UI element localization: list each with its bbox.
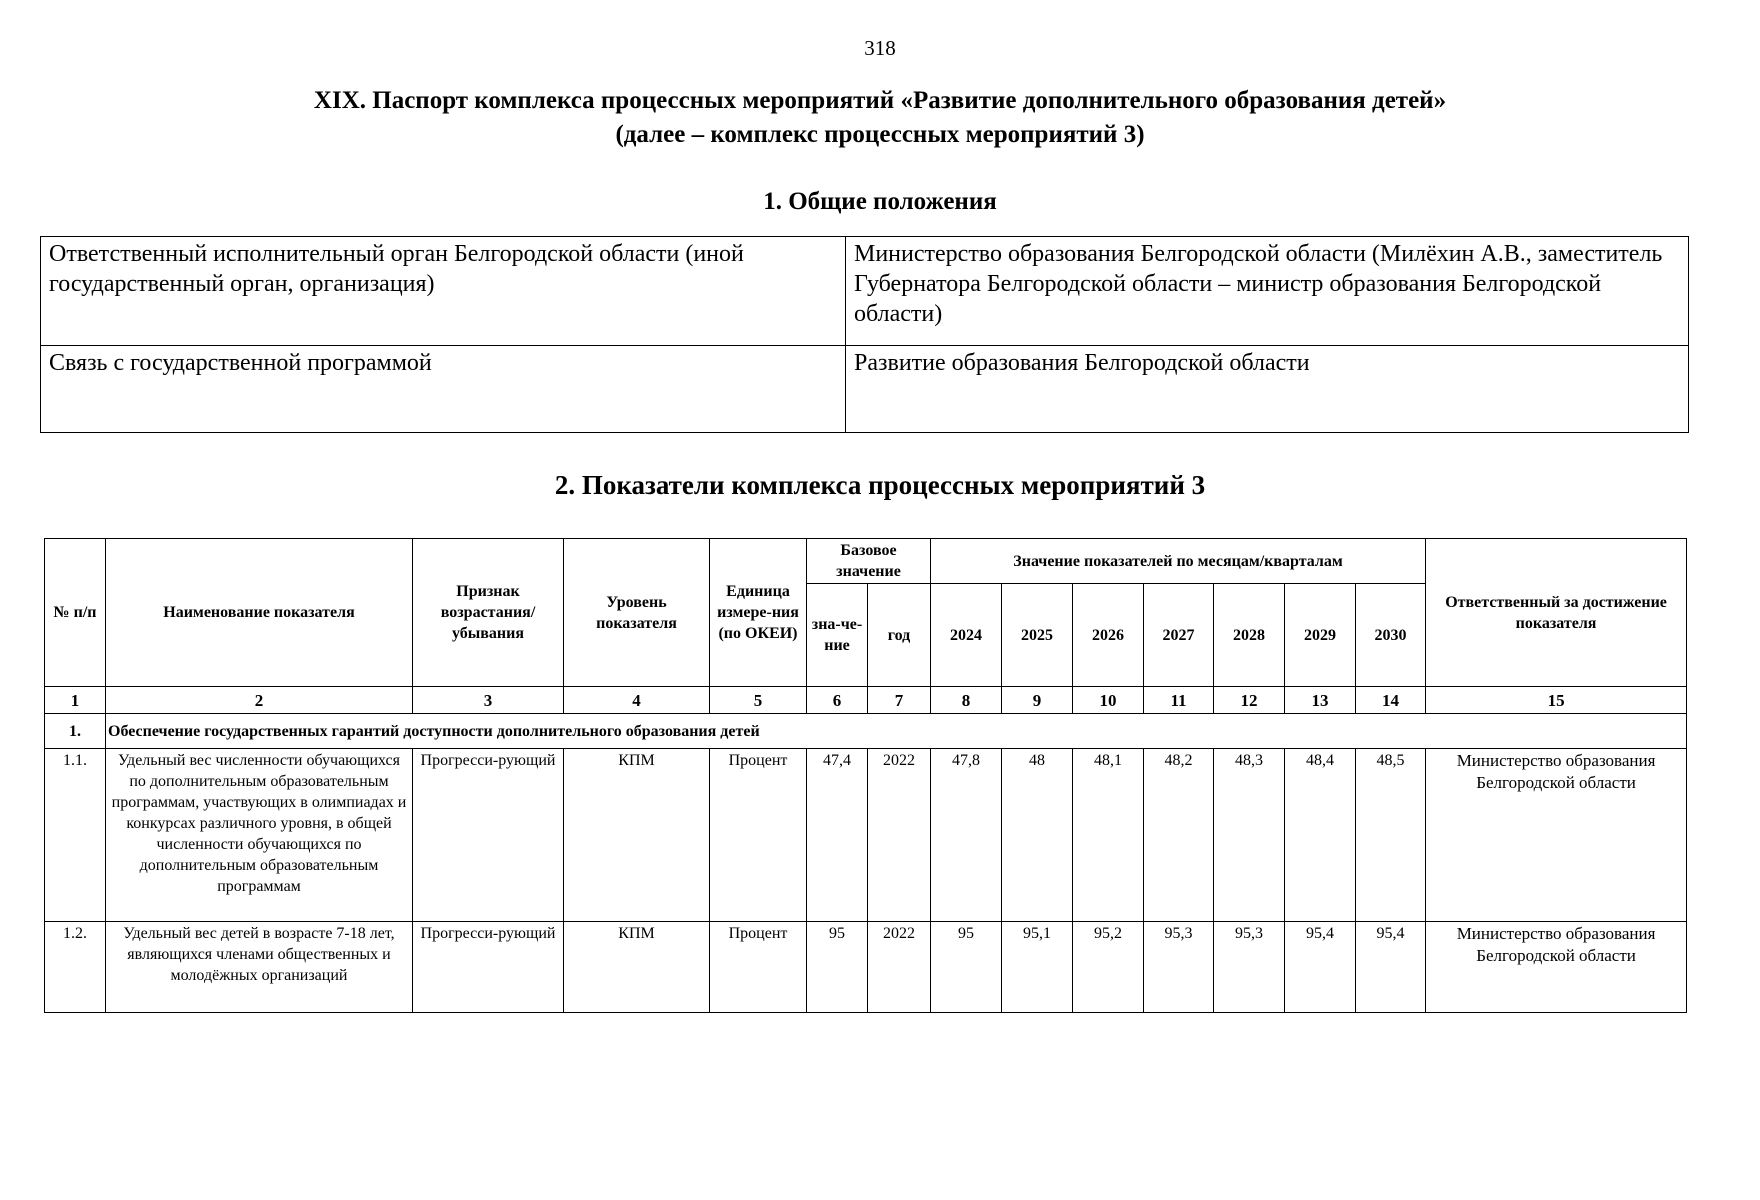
section-name: Обеспечение государственных гарантий доступности дополнительного образования детей xyxy=(106,714,1687,749)
general-label: Ответственный исполнительный орган Белгородской области (иной государственный орган, организация) xyxy=(41,237,846,346)
general-provisions-table xyxy=(40,236,1689,433)
general-row xyxy=(41,346,1689,433)
header-year: 2030 xyxy=(1356,584,1426,687)
table-row xyxy=(45,922,1687,1013)
table-row xyxy=(45,749,1687,922)
header-num: № п/п xyxy=(45,539,106,687)
year-value: 48,2 xyxy=(1144,749,1214,922)
row-num: 1.1. xyxy=(45,749,106,922)
column-number: 4 xyxy=(564,687,710,714)
column-number: 6 xyxy=(807,687,868,714)
general-value: Министерство образования Белгородской области (Милёхин А.В., заместитель Губернатора Белгородской области – министр образования Белгородской области) xyxy=(846,237,1689,346)
general-row xyxy=(41,237,1689,346)
page-number: 318 xyxy=(864,36,896,60)
row-num: 1.2. xyxy=(45,922,106,1013)
base-year: 2022 xyxy=(868,749,931,922)
indicator-unit: Процент xyxy=(710,922,807,1013)
base-value: 95 xyxy=(807,922,868,1013)
header-unit: Единица измере-ния (по ОКЕИ) xyxy=(710,539,807,687)
column-number: 14 xyxy=(1356,687,1426,714)
indicator-unit: Процент xyxy=(710,749,807,922)
header-year: 2026 xyxy=(1073,584,1144,687)
year-value: 95,3 xyxy=(1214,922,1285,1013)
column-number: 11 xyxy=(1144,687,1214,714)
column-number: 12 xyxy=(1214,687,1285,714)
indicator-sign: Прогресси-рующий xyxy=(413,922,564,1013)
indicator-level: КПМ xyxy=(564,749,710,922)
header-row xyxy=(45,539,1687,584)
section2-title: 2. Показатели комплекса процессных мероприятий 3 xyxy=(554,470,1206,500)
column-number: 8 xyxy=(931,687,1002,714)
column-number-row xyxy=(45,687,1687,714)
header-year: 2029 xyxy=(1285,584,1356,687)
responsible: Министерство образования Белгородской области xyxy=(1426,749,1687,922)
column-number: 10 xyxy=(1073,687,1144,714)
indicator-sign: Прогресси-рующий xyxy=(413,749,564,922)
general-label: Связь с государственной программой xyxy=(41,346,846,433)
column-number: 7 xyxy=(868,687,931,714)
header-name: Наименование показателя xyxy=(106,539,413,687)
year-value: 48 xyxy=(1002,749,1073,922)
indicators-table xyxy=(44,538,1687,1013)
header-level: Уровень показателя xyxy=(564,539,710,687)
header-values-group: Значение показателей по месяцам/кварталам xyxy=(931,539,1426,584)
column-number: 2 xyxy=(106,687,413,714)
year-value: 95,4 xyxy=(1285,922,1356,1013)
responsible: Министерство образования Белгородской области xyxy=(1426,922,1687,1013)
base-year: 2022 xyxy=(868,922,931,1013)
column-number: 13 xyxy=(1285,687,1356,714)
year-value: 95,1 xyxy=(1002,922,1073,1013)
header-base-value: зна-че-ние xyxy=(807,584,868,687)
year-value: 48,4 xyxy=(1285,749,1356,922)
header-year: 2027 xyxy=(1144,584,1214,687)
year-value: 95,3 xyxy=(1144,922,1214,1013)
year-value: 95 xyxy=(931,922,1002,1013)
year-value: 95,4 xyxy=(1356,922,1426,1013)
year-value: 48,1 xyxy=(1073,749,1144,922)
year-value: 48,5 xyxy=(1356,749,1426,922)
section1-title: 1. Общие положения xyxy=(763,188,997,215)
title-line-1: XIX. Паспорт комплекса процессных мероприятий «Развитие дополнительного образования детей» xyxy=(313,87,1447,114)
year-value: 47,8 xyxy=(931,749,1002,922)
header-year: 2025 xyxy=(1002,584,1073,687)
header-year: 2024 xyxy=(931,584,1002,687)
column-number: 15 xyxy=(1426,687,1687,714)
indicator-name: Удельный вес детей в возрасте 7-18 лет, являющихся членами общественных и молодёжных организаций xyxy=(106,922,413,1013)
base-value: 47,4 xyxy=(807,749,868,922)
header-responsible: Ответственный за достижение показателя xyxy=(1426,539,1687,687)
section-row xyxy=(45,714,1687,749)
header-base-year: год xyxy=(868,584,931,687)
header-year: 2028 xyxy=(1214,584,1285,687)
title-line-2: (далее – комплекс процессных мероприятий 3) xyxy=(615,121,1145,148)
indicator-name: Удельный вес численности обучающихся по дополнительным образовательным программам, участвующих в олимпиадах и конкурсах различного уровня, в общей численности обучающихся по дополнительным образовательным программам xyxy=(106,749,413,922)
column-number: 5 xyxy=(710,687,807,714)
column-number: 3 xyxy=(413,687,564,714)
general-value: Развитие образования Белгородской области xyxy=(846,346,1689,433)
year-value: 95,2 xyxy=(1073,922,1144,1013)
header-base: Базовое значение xyxy=(807,539,931,584)
column-number: 9 xyxy=(1002,687,1073,714)
year-value: 48,3 xyxy=(1214,749,1285,922)
indicator-level: КПМ xyxy=(564,922,710,1013)
header-sign: Признак возрастания/ убывания xyxy=(413,539,564,687)
column-number: 1 xyxy=(45,687,106,714)
document-title xyxy=(0,84,1760,152)
section-num: 1. xyxy=(45,714,106,749)
